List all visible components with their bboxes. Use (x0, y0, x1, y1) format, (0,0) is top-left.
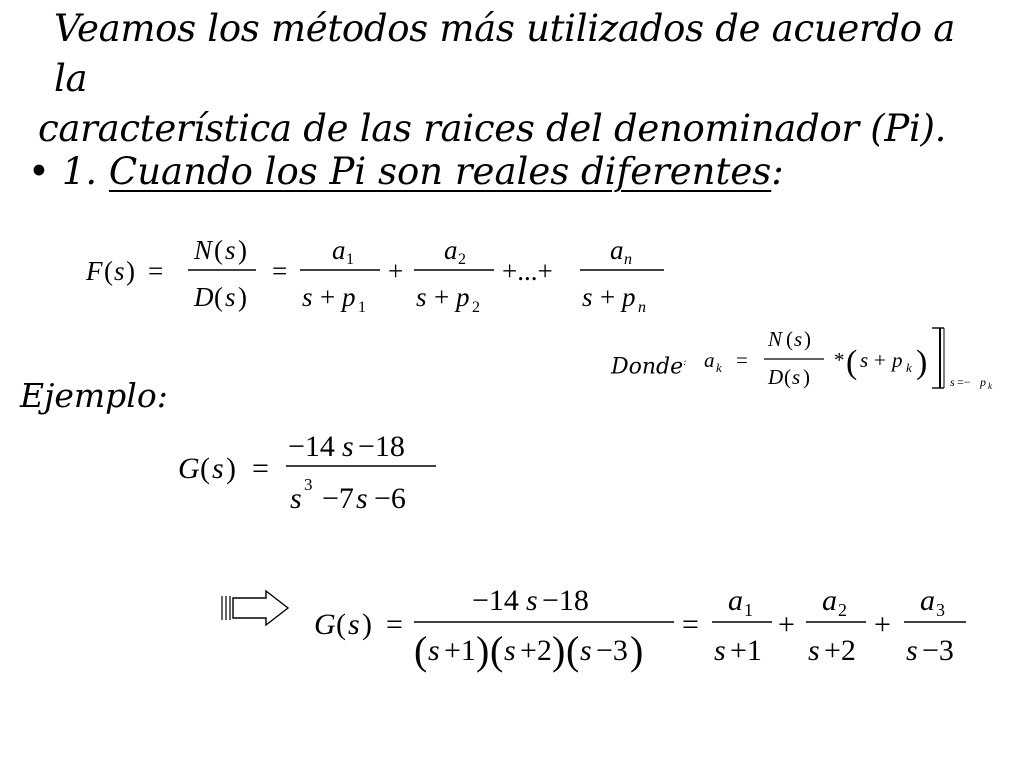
svg-text:3: 3 (304, 475, 313, 494)
svg-text:=−: =− (957, 375, 971, 389)
svg-text:s: s (225, 282, 236, 312)
svg-text:): ) (362, 608, 372, 641)
svg-text:+1: +1 (730, 634, 762, 667)
svg-text:k: k (906, 360, 912, 375)
svg-text:): ) (804, 327, 811, 351)
svg-text:N: N (768, 327, 783, 351)
svg-text:+: + (320, 282, 336, 312)
svg-text:−18: −18 (542, 584, 589, 617)
svg-text:s: s (428, 634, 440, 667)
svg-text:s: s (225, 235, 236, 265)
svg-text:−3: −3 (922, 634, 954, 667)
formula-residue (698, 322, 1014, 398)
intro-line-2: característica de las raices del denominador (Pi). (38, 107, 947, 150)
svg-text:N: N (194, 235, 213, 265)
svg-text:+...+: +...+ (502, 256, 553, 286)
svg-text:k: k (716, 360, 722, 375)
svg-text:s: s (714, 634, 726, 667)
svg-text:s: s (808, 634, 820, 667)
svg-text:p: p (622, 282, 636, 312)
svg-text:=: = (272, 256, 288, 286)
svg-text:): ) (238, 235, 247, 265)
svg-text:3: 3 (936, 600, 945, 620)
svg-text:(: ( (200, 452, 210, 485)
svg-text:(: ( (784, 365, 791, 389)
svg-text:): ) (226, 452, 236, 485)
svg-text:(: ( (786, 327, 793, 351)
svg-text:s: s (290, 482, 302, 515)
svg-text:s: s (504, 634, 516, 667)
svg-text:+: + (600, 282, 616, 312)
svg-text:+: + (874, 348, 886, 372)
svg-text:*: * (834, 348, 845, 372)
svg-text:(: ( (490, 628, 504, 673)
intro-paragraph (38, 4, 978, 154)
svg-text:s: s (342, 430, 354, 463)
svg-text:): ) (126, 256, 135, 286)
svg-text:): ) (476, 628, 490, 673)
formula-example (174, 420, 454, 520)
bullet-number: 1. (61, 150, 98, 193)
svg-text:n: n (638, 299, 646, 316)
svg-text:s: s (526, 584, 538, 617)
svg-text:a: a (920, 584, 935, 617)
svg-text:G: G (178, 452, 200, 485)
svg-text:s: s (950, 375, 955, 389)
svg-text:+: + (874, 608, 891, 641)
svg-text:=: = (736, 348, 748, 372)
svg-text:D: D (768, 365, 784, 389)
formula-result (310, 578, 990, 678)
svg-text:−18: −18 (358, 430, 405, 463)
svg-text:s: s (860, 348, 869, 372)
svg-text:+: + (778, 608, 795, 641)
svg-text:(: ( (414, 628, 428, 673)
svg-text:G: G (314, 608, 336, 641)
svg-text:a: a (332, 235, 346, 265)
svg-text:a: a (444, 235, 458, 265)
svg-text:s: s (302, 282, 313, 312)
svg-text:(: ( (214, 235, 223, 265)
arrow-right-icon (218, 588, 292, 628)
svg-text:+1: +1 (444, 634, 476, 667)
svg-text:s: s (794, 327, 803, 351)
svg-text:−7: −7 (322, 482, 354, 515)
svg-text:(: ( (214, 282, 223, 312)
svg-text:F: F (86, 256, 103, 286)
bullet-dot: • (28, 150, 50, 193)
svg-text:s: s (792, 365, 801, 389)
ejemplo-label: Ejemplo: (20, 376, 168, 415)
svg-text:(: ( (336, 608, 346, 641)
svg-text:p: p (456, 282, 470, 312)
svg-text:−14: −14 (472, 584, 519, 617)
svg-text:a: a (822, 584, 837, 617)
svg-text:−3: −3 (596, 634, 628, 667)
svg-text:D: D (194, 282, 214, 312)
svg-text:1: 1 (744, 600, 753, 620)
svg-text:k: k (988, 381, 992, 391)
svg-text:s: s (582, 282, 593, 312)
svg-text:−6: −6 (374, 482, 406, 515)
intro-line-1: Veamos los métodos más utilizados de acuerdo a la (54, 7, 955, 100)
svg-text:): ) (916, 344, 928, 381)
svg-text:=: = (252, 452, 269, 485)
svg-text:+2: +2 (824, 634, 856, 667)
svg-text:1: 1 (346, 251, 354, 268)
svg-text:a: a (610, 235, 624, 265)
svg-text:s: s (416, 282, 427, 312)
svg-text:s: s (114, 256, 125, 286)
svg-text:p: p (342, 282, 356, 312)
svg-text:s: s (580, 634, 592, 667)
svg-text:=: = (148, 256, 164, 286)
donde-colon: : (683, 357, 687, 368)
svg-text:+2: +2 (520, 634, 552, 667)
donde-label: Donde: (611, 354, 687, 380)
svg-text:s: s (906, 634, 918, 667)
bullet-text: Cuando los Pi son reales diferentes (108, 150, 772, 193)
svg-text:(: ( (846, 344, 858, 381)
svg-text:p: p (980, 375, 986, 389)
svg-text:1: 1 (358, 299, 366, 316)
svg-text:2: 2 (472, 299, 480, 316)
svg-text:−14: −14 (288, 430, 335, 463)
svg-text:p: p (892, 348, 903, 372)
bullet-colon: : (771, 150, 784, 193)
svg-text:a: a (704, 348, 715, 372)
svg-text:2: 2 (458, 251, 466, 268)
svg-text:s: s (356, 482, 368, 515)
svg-text:a: a (728, 584, 743, 617)
svg-text:s: s (212, 452, 224, 485)
svg-text:): ) (803, 365, 810, 389)
svg-text:+: + (434, 282, 450, 312)
svg-text:n: n (624, 251, 632, 268)
svg-text:): ) (552, 628, 566, 673)
svg-text:(: ( (104, 256, 113, 286)
formula-general (80, 226, 680, 322)
svg-text:2: 2 (838, 600, 847, 620)
svg-text:=: = (386, 608, 403, 641)
svg-text:): ) (238, 282, 247, 312)
svg-text:): ) (630, 628, 644, 673)
bullet-item (28, 148, 784, 196)
svg-text:(: ( (566, 628, 580, 673)
svg-text:+: + (388, 256, 404, 286)
svg-text:=: = (682, 608, 699, 641)
svg-text:s: s (348, 608, 360, 641)
